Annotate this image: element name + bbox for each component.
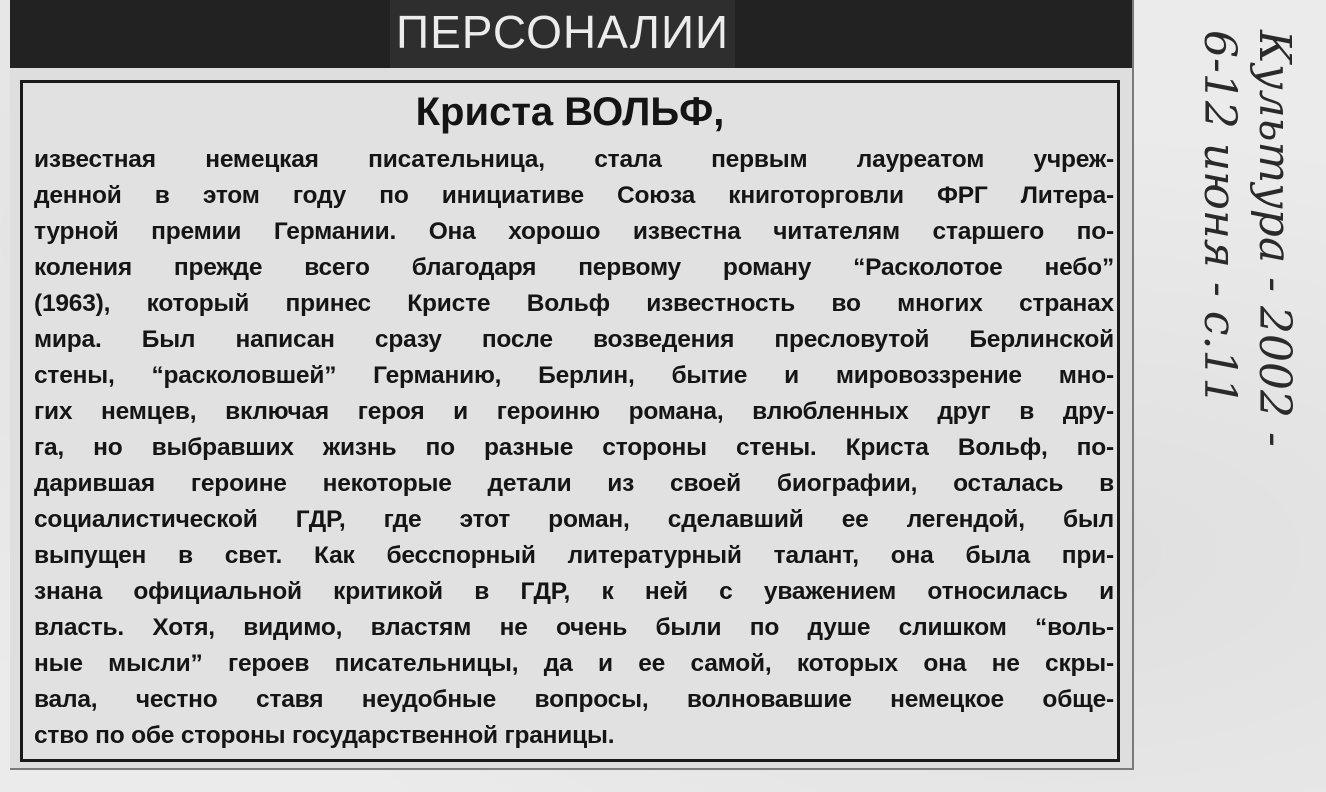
article-line: турной премии Германии. Она хорошо известна читателям старшего по-	[34, 218, 1114, 245]
section-title: ПЕРСОНАЛИИ	[390, 0, 735, 68]
article-line: знана официальной критикой в ГДР, к ней с уважением относилась и	[34, 578, 1114, 605]
article-line: га, но выбравших жизнь по разные стороны стены. Криста Вольф, по-	[34, 434, 1114, 461]
handwritten-note	[1150, 10, 1320, 780]
article-line: дарившая героине некоторые детали из своей биографии, осталась в	[34, 470, 1114, 497]
section-header	[10, 0, 1132, 68]
handwritten-note-line-1: Культура - 2002 -	[1249, 30, 1300, 447]
article-line: социалистической ГДР, где этот роман, сделавший ее легендой, был	[34, 506, 1114, 533]
article-line: мира. Был написан сразу после возведения пресловутой Берлинской	[34, 326, 1114, 353]
article-line: коления прежде всего благодаря первому роману “Расколотое небо”	[34, 254, 1114, 281]
article-line: ные мысли” героев писательницы, да и ее самой, которых она не скры-	[34, 650, 1114, 677]
article-headline: Криста ВОЛЬФ,	[415, 90, 725, 134]
article-body	[34, 142, 1114, 754]
article-line-last: ство по обе стороны государственной границы.	[34, 722, 615, 749]
article-line: стены, “расколовшей” Германию, Берлин, бытие и мировоззрение мно-	[34, 362, 1114, 389]
article-line: денной в этом году по инициативе Союза книготорговли ФРГ Литера-	[34, 182, 1114, 209]
handwritten-note-line-2: 6-12 июня - с.11	[1194, 30, 1245, 406]
article-line: вала, честно ставя неудобные вопросы, волновавшие немецкое обще-	[34, 686, 1114, 713]
article-line: (1963), который принес Кристе Вольф известность во многих странах	[34, 290, 1114, 317]
article-line: власть. Хотя, видимо, властям не очень были по душе слишком “воль-	[34, 614, 1114, 641]
article-line: выпущен в свет. Как бесспорный литературный талант, она была при-	[34, 542, 1114, 569]
article-line: известная немецкая писательница, стала первым лауреатом учреж-	[34, 146, 1114, 173]
article-line: гих немцев, включая героя и героиню романа, влюбленных друг в дру-	[34, 398, 1114, 425]
